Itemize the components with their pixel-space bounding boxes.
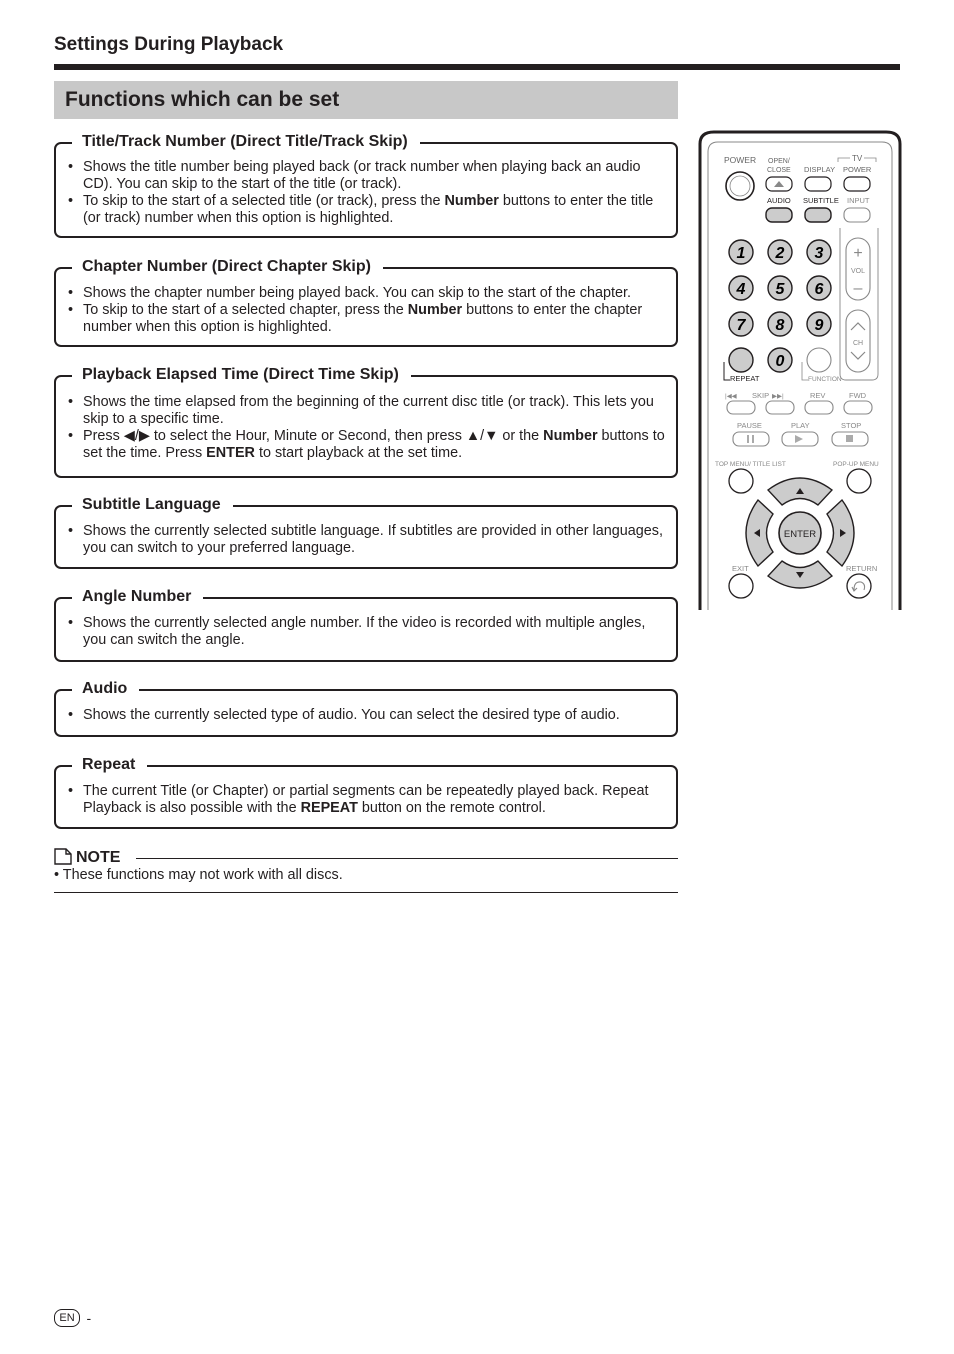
page-title: Functions which can be set <box>65 88 340 111</box>
display-button[interactable] <box>805 177 831 191</box>
note-text: • These functions may not work with all discs. <box>54 867 343 883</box>
top-menu-button[interactable] <box>729 469 753 493</box>
label-open-close-1: OPEN/ <box>768 158 790 165</box>
return-button[interactable] <box>847 574 871 598</box>
bullet-item: • The current Title (or Chapter) or partial segments can be repeatedly played back. Repeat Playback is also possible with the REPEAT button on the remote control. <box>66 783 668 817</box>
bullet-item: • Shows the currently selected type of audio. You can select the desired type of audio. <box>66 707 668 724</box>
function-title: Subtitle Language <box>72 494 233 516</box>
note-icon <box>54 848 72 865</box>
label-pause: PAUSE <box>737 421 762 430</box>
bullet-item: • To skip to the start of a selected chapter, press the Number buttons to enter the chapter number when this option is highlighted. <box>66 302 668 336</box>
function-title: Audio <box>72 678 139 700</box>
function-title: Playback Elapsed Time (Direct Time Skip) <box>72 364 411 386</box>
function-title: Repeat <box>72 754 147 776</box>
label-top-menu: TOP MENU/ TITLE LIST <box>715 461 786 468</box>
skip-back-button[interactable] <box>727 401 755 414</box>
bullet-item: • Shows the title number being played back (or track number when playing back an audio CD). You can skip to the start of the title (or track). <box>66 159 668 193</box>
digit-label: 2 <box>775 245 785 262</box>
note-rule <box>136 858 678 859</box>
function-box-title-track <box>54 133 678 238</box>
digit-label: 5 <box>775 281 785 298</box>
bullet-item: • Shows the currently selected subtitle language. If subtitles are provided in other languages, you can switch to your preferred language. <box>66 523 668 557</box>
digit-label: 9 <box>814 317 824 334</box>
skip-back-icon: |◀◀ <box>725 393 737 400</box>
label-ch: CH <box>852 340 864 347</box>
function-box-audio <box>54 680 678 737</box>
subtitle-button[interactable] <box>805 208 831 222</box>
note-label: NOTE <box>76 849 121 866</box>
skip-forward-button[interactable] <box>766 401 794 414</box>
label-return: RETURN <box>846 564 878 573</box>
skip-forward-icon: ▶▶| <box>772 393 784 400</box>
heading-rule <box>54 64 900 70</box>
label-repeat: REPEAT <box>730 374 760 383</box>
language-badge: EN <box>54 1309 80 1327</box>
function-box-angle <box>54 588 678 662</box>
stop-icon <box>846 435 853 442</box>
bullet-item: • Shows the time elapsed from the beginning of the current disc title (or track). This lets you skip to a specific time. <box>66 394 668 428</box>
digit-label: 1 <box>736 245 746 262</box>
label-enter: ENTER <box>783 529 817 540</box>
plus-icon: + <box>853 245 863 262</box>
label-display: DISPLAY <box>804 165 836 174</box>
label-skip: SKIP <box>752 391 770 400</box>
input-button[interactable] <box>844 208 870 222</box>
label-tv-power: POWER <box>843 165 872 174</box>
section-heading: Settings During Playback <box>54 34 284 55</box>
bullet-item: • Shows the currently selected angle number. If the video is recorded with multiple angles, you can switch the angle. <box>66 615 668 649</box>
digit-label: 6 <box>814 281 824 298</box>
function-box-subtitle <box>54 496 678 569</box>
tv-power-button[interactable] <box>844 177 870 191</box>
page-title-bar <box>54 81 678 119</box>
pause-icon-bar <box>752 435 754 443</box>
label-play: PLAY <box>791 421 810 430</box>
function-title: Chapter Number (Direct Chapter Skip) <box>72 256 383 278</box>
function-box-repeat <box>54 756 678 829</box>
label-open-close-2: CLOSE <box>767 167 791 174</box>
popup-menu-button[interactable] <box>847 469 871 493</box>
minus-icon: – <box>853 280 863 297</box>
label-subtitle: SUBTITLE <box>803 196 839 205</box>
digit-label: 3 <box>814 245 824 262</box>
audio-button[interactable] <box>766 208 792 222</box>
note-bottom-rule <box>54 892 678 893</box>
digit-label: 0 <box>775 353 785 370</box>
function-button[interactable] <box>807 348 831 372</box>
remote-control-illustration <box>698 130 902 610</box>
exit-button[interactable] <box>729 574 753 598</box>
label-function: FUNCTION <box>808 376 842 383</box>
label-popup-menu: POP-UP MENU <box>833 461 879 468</box>
repeat-button[interactable] <box>729 348 753 372</box>
digit-label: 7 <box>736 317 746 334</box>
label-rev: REV <box>810 391 826 400</box>
note-header <box>54 848 678 868</box>
page-footer <box>54 1309 91 1331</box>
rev-button[interactable] <box>805 401 833 414</box>
label-vol: VOL <box>850 268 866 275</box>
fwd-button[interactable] <box>844 401 872 414</box>
function-box-chapter <box>54 258 678 347</box>
label-input: INPUT <box>847 196 870 205</box>
bullet-item: • Shows the chapter number being played back. You can skip to the start of the chapter. <box>66 285 668 302</box>
page-number-dash: - <box>86 1310 92 1326</box>
function-title: Title/Track Number (Direct Title/Track Skip) <box>72 131 420 153</box>
digit-label: 8 <box>775 317 785 334</box>
pause-button[interactable] <box>733 432 769 446</box>
label-tv: TV <box>852 154 863 163</box>
label-stop: STOP <box>841 421 862 430</box>
function-box-elapsed-time <box>54 366 678 478</box>
bullet-item: • Press ◀/▶ to select the Hour, Minute or Second, then press ▲/▼ or the Number buttons to set the time. Press ENTER to start playback at the set time. <box>66 428 668 462</box>
function-title: Angle Number <box>72 586 203 608</box>
label-audio: AUDIO <box>767 196 791 205</box>
pause-icon <box>747 435 749 443</box>
bullet-item: • To skip to the start of a selected title (or track), press the Number buttons to enter the title (or track) number when this option is highlighted. <box>66 193 668 227</box>
label-fwd: FWD <box>849 391 867 400</box>
digit-label: 4 <box>736 281 746 298</box>
label-power: POWER <box>724 155 757 165</box>
label-exit: EXIT <box>732 564 749 573</box>
